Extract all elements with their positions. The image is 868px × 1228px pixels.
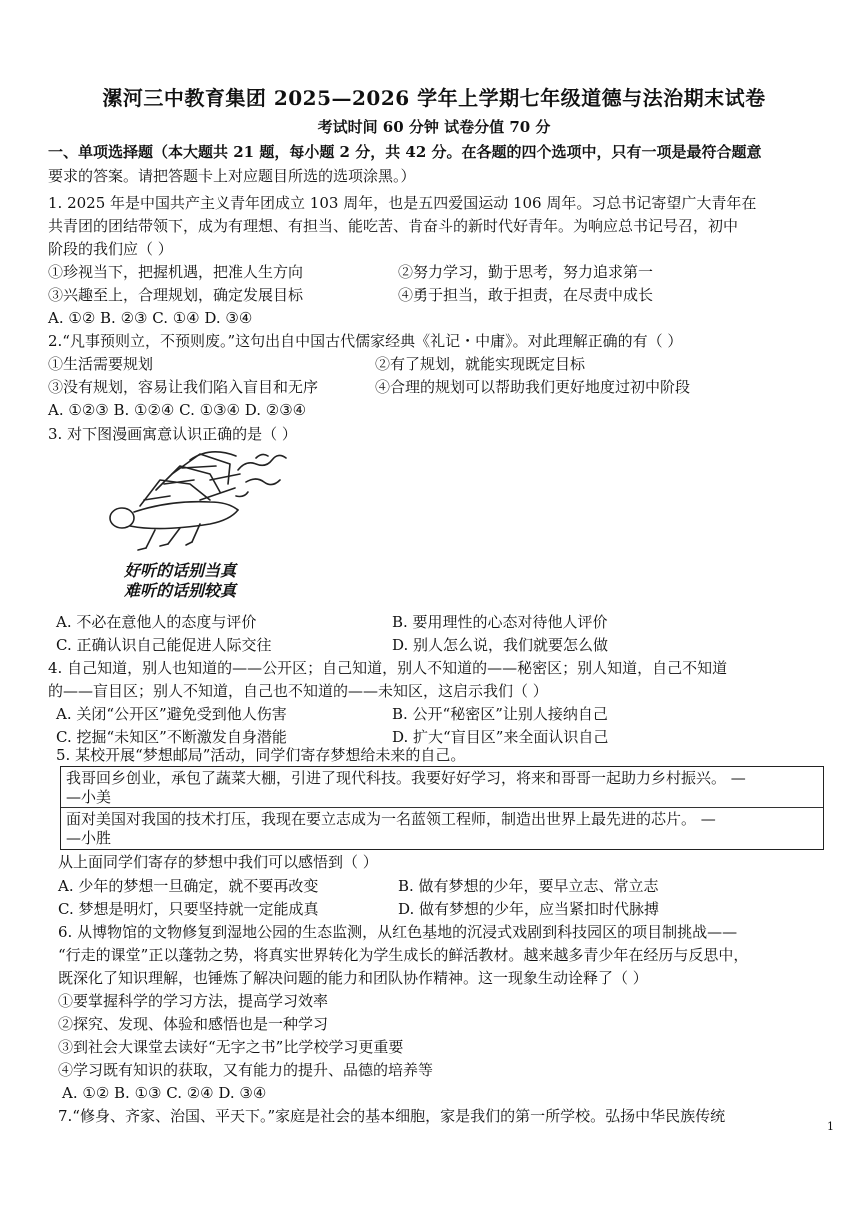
q6-option-4: ④学习既有知识的获取，又有能力的提升、品德的培养等	[58, 1061, 434, 1079]
q2-option-3: ③没有规划，容易让我们陷入盲目和无序	[48, 378, 319, 396]
q2-choices: A. ①②③ B. ①②④ C. ①③④ D. ②③④	[48, 401, 307, 419]
q5-option-c: C. 梦想是明灯，只要坚持就一定能成真	[58, 900, 319, 918]
q4-option-d: D. 扩大“盲目区”来全面认识自己	[392, 728, 609, 746]
q1-option-2: ②努力学习，勤于思考，努力追求第一	[398, 263, 654, 281]
q4-line2: 的——盲目区；别人不知道，自己也不知道的——未知区，这启示我们（ ）	[48, 682, 548, 700]
q1-option-4: ④勇于担当，敢于担责，在尽责中成长	[398, 286, 654, 304]
cartoon-caption-1: 好听的话别当真	[123, 561, 237, 580]
dream-1-text: 我哥回乡创业，承包了蔬菜大棚，引进了现代科技。我要好好学习，将来和哥哥一起助力乡村振兴。 —	[66, 769, 746, 787]
dream-1-signature: —小美	[66, 788, 112, 806]
q3-line1: 3. 对下图漫画寓意认识正确的是（ ）	[48, 425, 297, 443]
dream-2-text: 面对美国对我国的技术打压，我现在要立志成为一名蓝领工程师，制造出世界上最先进的芯片。 —	[66, 810, 716, 828]
q6-option-2: ②探究、发现、体验和感悟也是一种学习	[58, 1015, 329, 1033]
q1-option-1: ①珍视当下，把握机遇，把准人生方向	[48, 263, 304, 281]
q6-line3: 既深化了知识理解，也锤炼了解决问题的能力和团队协作精神。这一现象生动诠释了（ ）	[58, 969, 648, 987]
q6-choices: A. ①② B. ①③ C. ②④ D. ③④	[62, 1084, 267, 1102]
dream-box-divider	[61, 807, 823, 808]
q4-option-a: A. 关闭“公开区”避免受到他人伤害	[56, 705, 287, 723]
q2-option-4: ④合理的规划可以帮助我们更好地度过初中阶段	[375, 378, 691, 396]
q1-choices: A. ①② B. ②③ C. ①④ D. ③④	[48, 309, 253, 327]
exam-subtitle: 考试时间 60 分钟 试卷分值 70 分	[317, 118, 551, 136]
q5-line1: 5. 某校开展“梦想邮局”活动，同学们寄存梦想给未来的自己。	[56, 746, 466, 764]
q7-line1: 7.“修身、齐家、治国、平天下。”家庭是社会的基本细胞，家是我们的第一所学校。弘扬中华民族传统	[58, 1107, 726, 1125]
section-heading-line1: 一、单项选择题（本大题共 21 题，每小题 2 分，共 42 分。在各题的四个选项中，只有一项是最符合题意	[48, 143, 762, 161]
q1-line3: 阶段的我们应（ ）	[48, 240, 173, 258]
q6-line1: 6. 从博物馆的文物修复到湿地公园的生态监测，从红色基地的沉浸式戏剧到科技园区的项目制挑战——	[58, 923, 738, 941]
q1-line1: 1. 2025 年是中国共产主义青年团成立 103 周年，也是五四爱国运动 106 周年。习总书记寄望广大青年在	[48, 194, 757, 212]
page-number: 1	[827, 1120, 834, 1133]
q6-option-3: ③到社会大课堂去读好“无字之书”比学校学习更重要	[58, 1038, 404, 1056]
q4-line1: 4. 自己知道，别人也知道的——公开区；自己知道，别人不知道的——秘密区；别人知道，自己不知道	[48, 659, 728, 677]
q2-option-1: ①生活需要规划	[48, 355, 154, 373]
exam-title: 漯河三中教育集团 2025—2026 学年上学期七年级道德与法治期末试卷	[102, 86, 766, 110]
q5-option-a: A. 少年的梦想一旦确定，就不要再改变	[58, 877, 319, 895]
cartoon-illustration	[60, 440, 300, 600]
q4-option-b: B. 公开“秘密区”让别人接纳自己	[392, 705, 608, 723]
q6-line2: “行走的课堂”正以蓬勃之势，将真实世界转化为学生成长的鲜活教材。越来越多青少年在经历与反思中，	[58, 946, 749, 964]
q5-option-b: B. 做有梦想的少年，要早立志、常立志	[398, 877, 659, 895]
cartoon-caption-2: 难听的话别较真	[123, 581, 237, 600]
q5-question: 从上面同学们寄存的梦想中我们可以感悟到（ ）	[58, 853, 378, 871]
dream-2-signature: —小胜	[66, 829, 112, 847]
q5-option-d: D. 做有梦想的少年，应当紧扣时代脉搏	[398, 900, 660, 918]
q4-option-c: C. 挖掘“未知区”不断激发自身潜能	[56, 728, 287, 746]
q3-option-a: A. 不必在意他人的态度与评价	[56, 613, 257, 631]
q3-option-c: C. 正确认识自己能促进人际交往	[56, 636, 272, 654]
q3-option-d: D. 别人怎么说，我们就要怎么做	[392, 636, 609, 654]
q2-line1: 2.“凡事预则立，不预则废。”这句出自中国古代儒家经典《礼记・中庸》。对此理解正确的有（ ）	[48, 332, 683, 350]
section-heading-line2: 要求的答案。请把答题卡上对应题目所选的选项涂黑。）	[48, 167, 416, 185]
q6-option-1: ①要掌握科学的学习方法，提高学习效率	[58, 992, 329, 1010]
q2-option-2: ②有了规划，就能实现既定目标	[375, 355, 586, 373]
q1-option-3: ③兴趣至上，合理规划，确定发展目标	[48, 286, 304, 304]
q1-line2: 共青团的团结带领下，成为有理想、有担当、能吃苦、肯奋斗的新时代好青年。为响应总书记号召，初中	[48, 217, 739, 235]
q3-option-b: B. 要用理性的心态对待他人评价	[392, 613, 608, 631]
